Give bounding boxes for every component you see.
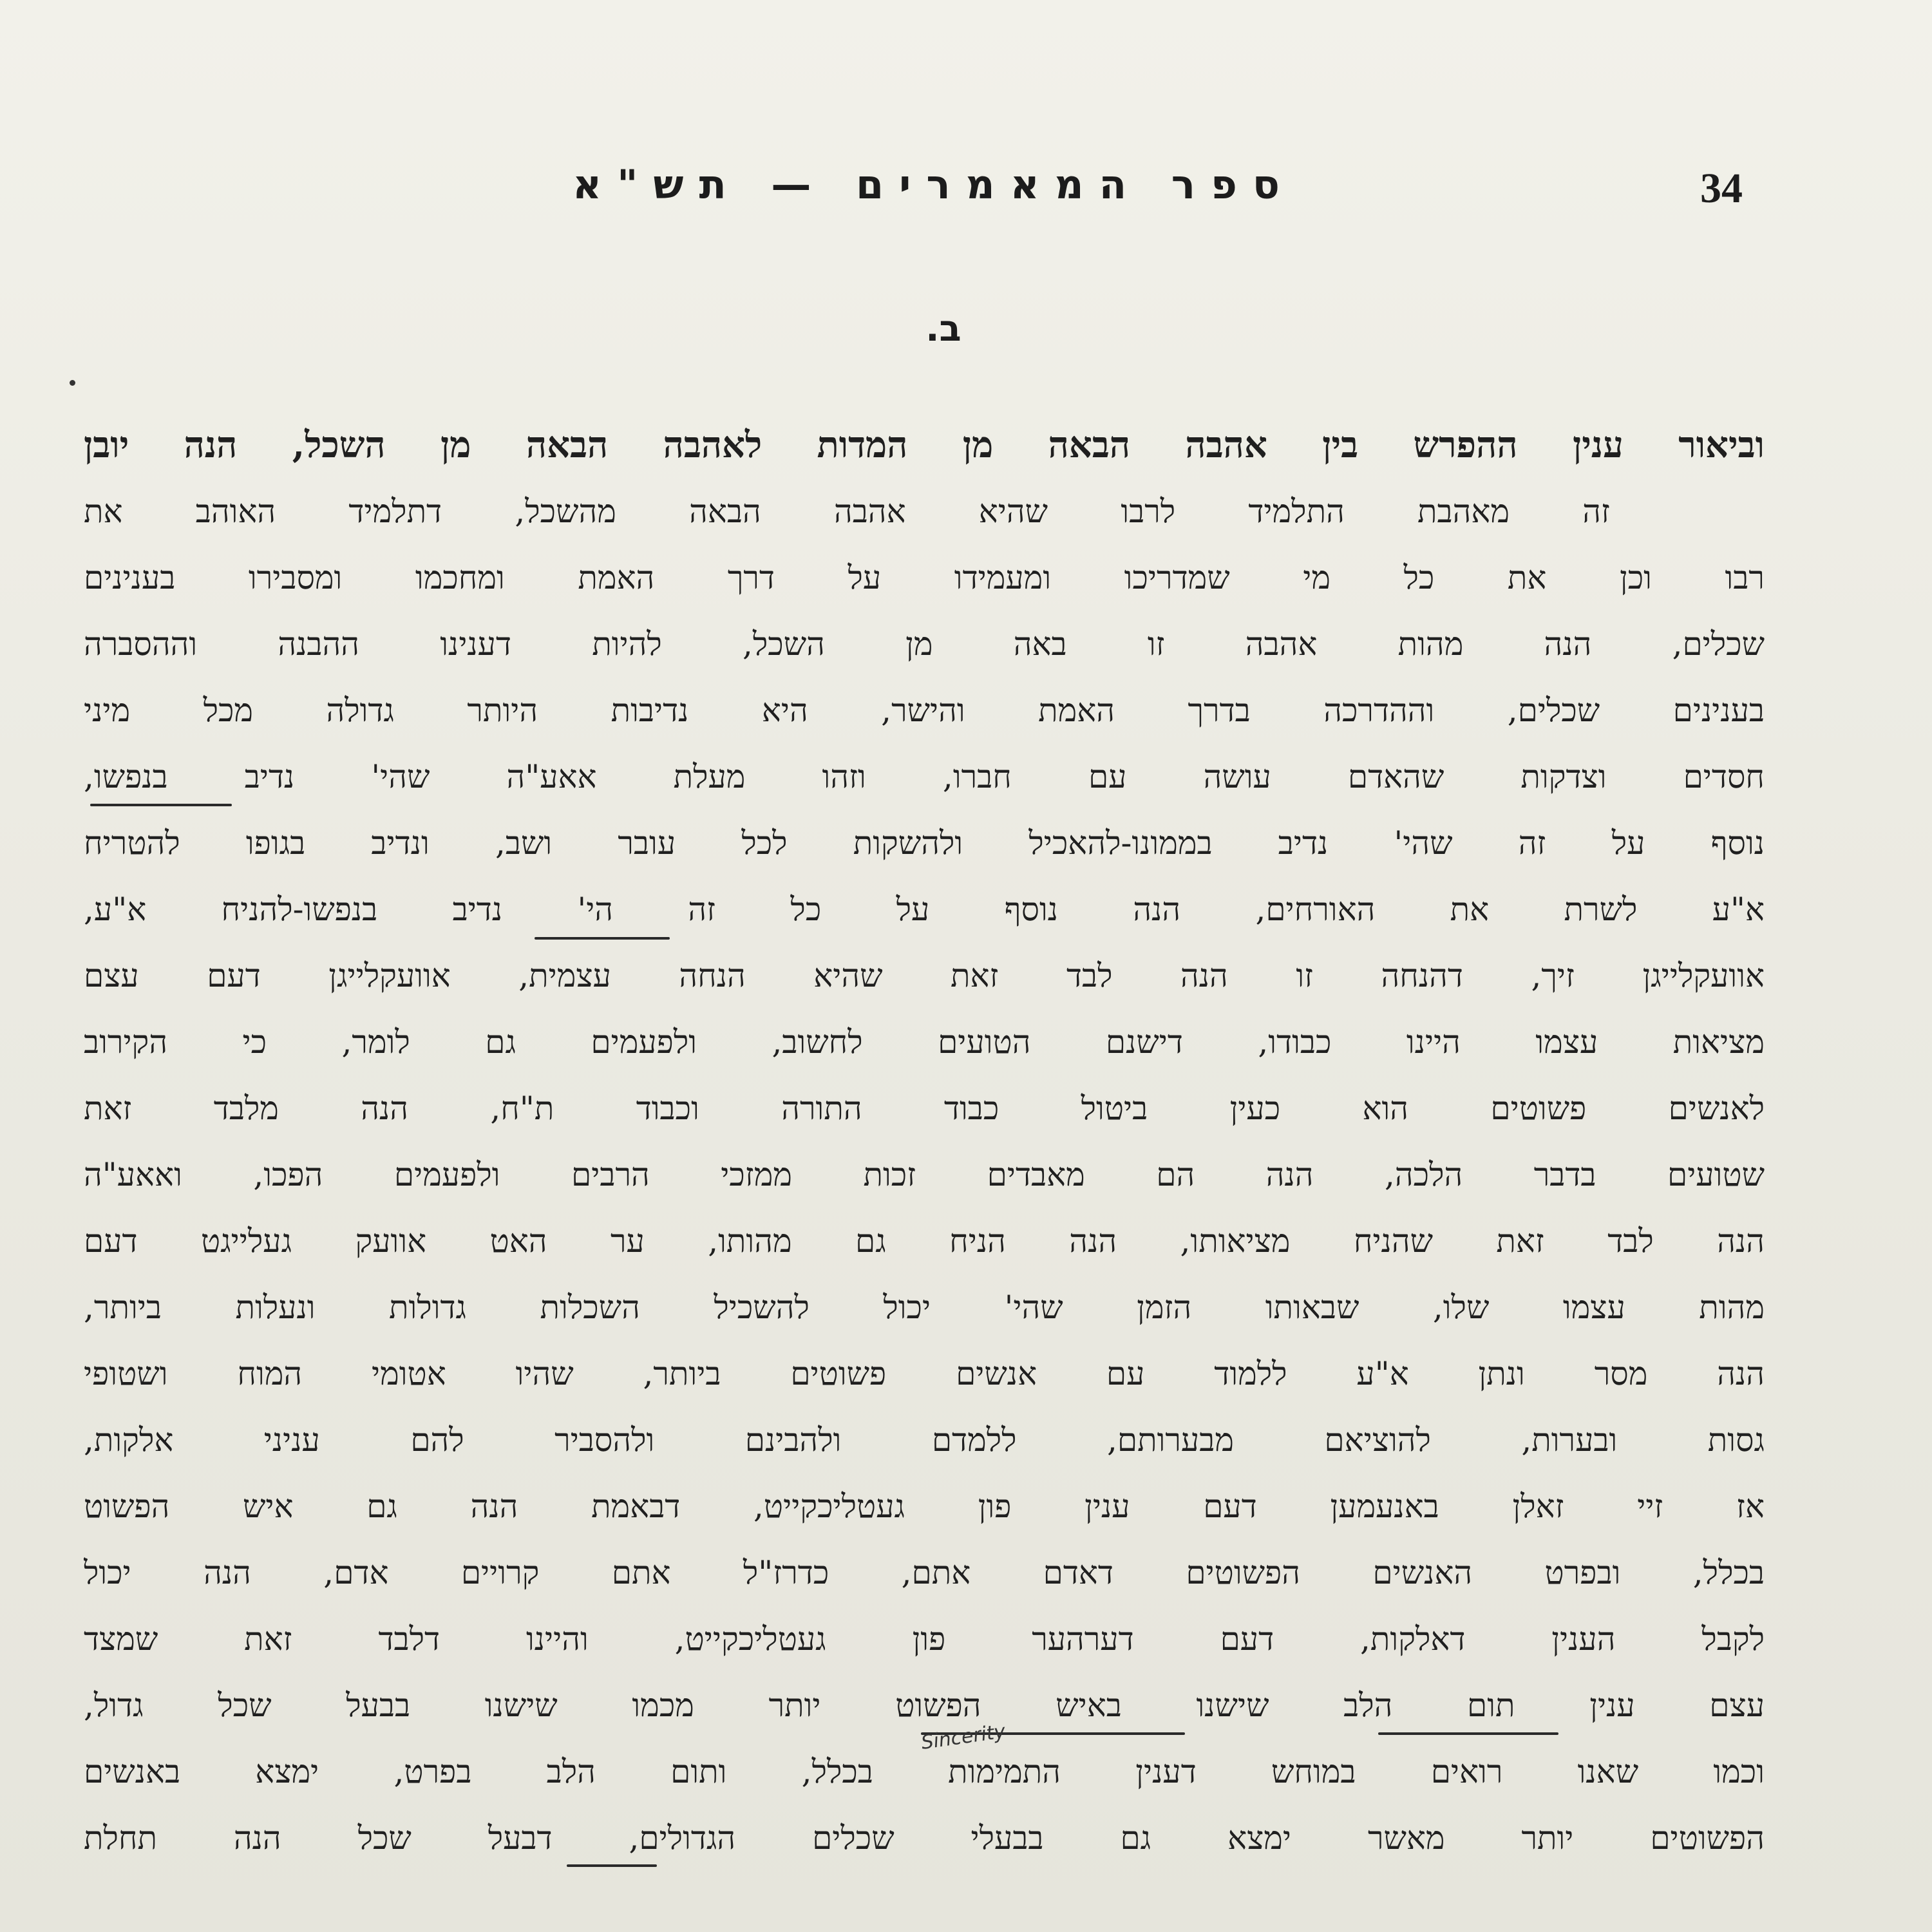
text-line: שכלים, הנה מהות אהבה זו באה מן השכל, להיות דענינו ההבנה וההסברה: [84, 625, 1765, 663]
text-line: הפשוטים יותר מאשר ימצא גם בבעלי שכלים הגדולים, דבעל שכל הנה תחלת: [84, 1819, 1765, 1857]
text-line: מציאות עצמו היינו כבודו, דישנם הטועים לחשוב, ולפעמים גם לומר, כי הקירוב: [84, 1023, 1765, 1061]
text-line: לאנשים פשוטים הוא כעין ביטול כבוד התורה וכבוד ת"ח, הנה מלבד זאת: [84, 1090, 1765, 1127]
pen-underline: [567, 1864, 657, 1867]
text-line: הנה לבד זאת שהניח מציאותו, הנה הניח גם מהותו, ער האט אוועק געלייגט דעם: [84, 1222, 1765, 1260]
text-line: נוסף על זה שהי' נדיב בממונו-להאכיל ולהשקות לכל עובר ושב, ונדיב בגופו להטריח: [84, 824, 1765, 862]
text-line: הנה מסר ונתן א"ע ללמוד עם אנשים פשוטים ביותר, שהיו אטומי המוח ושטופי: [84, 1355, 1765, 1392]
text-line: עצם ענין תום הלב שישנו באיש הפשוט יותר מכמו שישנו בבעל שכל גדול,: [84, 1687, 1765, 1724]
text-line: מהות עצמו שלו, שבאותו הזמן שהי' יכול להשכיל השכלות גדולות ונעלות ביותר,: [84, 1289, 1765, 1326]
pen-underline: [1378, 1732, 1558, 1735]
text-line: א"ע לשרת את האורחים, הנה נוסף על כל זה הי' נדיב בנפשו-להניח א"ע,: [84, 891, 1765, 928]
text-line: לקבל הענין דאלקות, דעם דערהער פון געטליכקייט, והיינו דלבד זאת שמצד: [84, 1620, 1765, 1658]
section-heading: ב.: [925, 308, 961, 350]
handwritten-margin-note: Sincerity: [920, 1720, 1007, 1754]
pen-underline: [535, 937, 670, 940]
running-head: ספר המאמרים — תש"א: [572, 161, 1296, 208]
text-line: אז זיי זאלן באנעמען דעם ענין פון געטליכקייט, דבאמת הנה גם איש הפשוט: [84, 1488, 1765, 1525]
text-line: אוועקלייגן זיך, דהנחה זו הנה לבד זאת שהיא הנחה עצמית, אוועקלייגן דעם עצם: [84, 957, 1765, 994]
text-line: גסות ובערות, להוציאם מבערותם, ללמדם ולהבינם ולהסביר להם עניני אלקות,: [84, 1421, 1765, 1459]
text-line: רבו וכן את כל מי שמדריכו ומעמידו על דרך האמת ומחכמו ומסבירו בענינים: [84, 559, 1765, 596]
text-line: חסדים וצדקות שהאדם עושה עם חברו, וזהו מעלת אאע"ה שהי' נדיב בנפשו,: [84, 758, 1765, 795]
page-number: 34: [1700, 165, 1743, 212]
text-line: בכלל, ובפרט האנשים הפשוטים דאדם אתם, כדרז"ל אתם קרויים אדם, הנה יכול: [84, 1554, 1765, 1591]
pen-underline: [90, 804, 232, 806]
text-line: שטועים בדבר הלכה, הנה הם מאבדים זכות ממזכי הרבים ולפעמים הפכו, ואאע"ה: [84, 1156, 1765, 1193]
text-line: בענינים שכלים, וההדרכה בדרך האמת והישר, היא נדיבות היותר גדולה מכל מיני: [84, 692, 1765, 729]
text-line: וכמו שאנו רואים במוחש דענין התמימות בכלל, ותום הלב בפרט, ימצא באנשים: [84, 1753, 1765, 1790]
text-line: וביאור ענין ההפרש בין אהבה הבאה מן המדות לאהבה הבאה מן השכל, הנה יובן: [84, 424, 1765, 466]
text-line: זה מאהבת התלמיד לרבו שהיא אהבה הבאה מהשכל, דתלמיד האוהב את: [84, 493, 1610, 530]
ink-dot: [70, 380, 75, 386]
body-text: [84, 412, 1765, 1871]
